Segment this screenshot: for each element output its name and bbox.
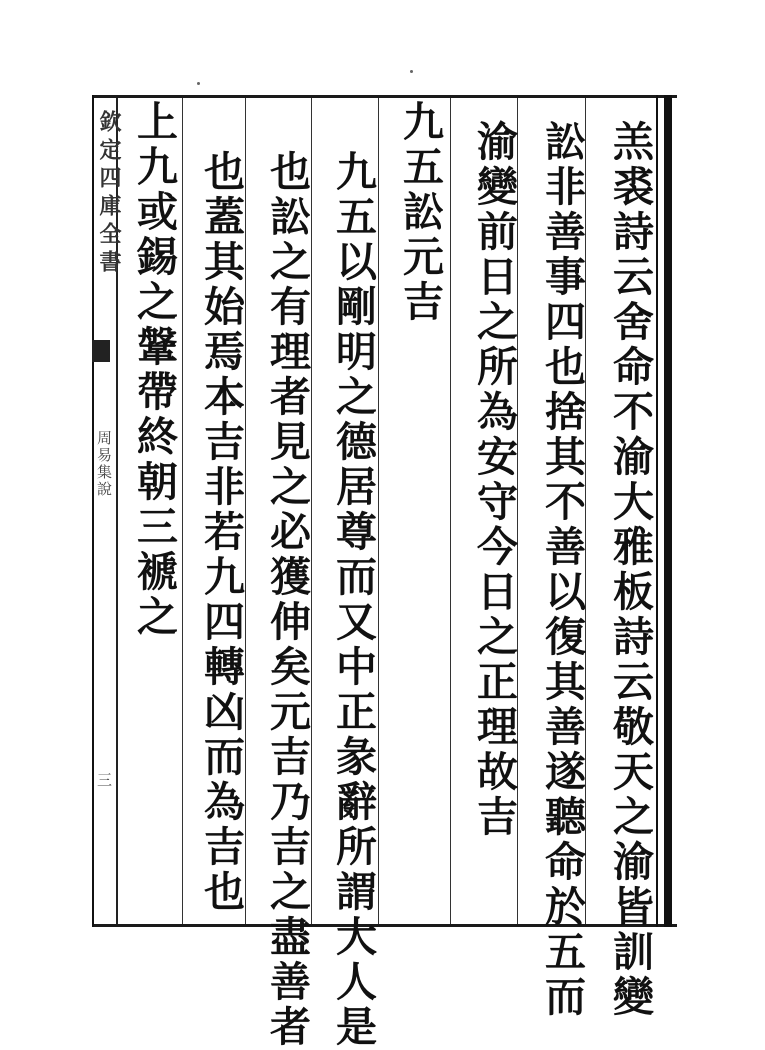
text-column: 也蓋其始焉本吉非若九四轉凶而為吉也 (197, 150, 245, 915)
paper-speck (197, 82, 200, 85)
text-column-heading: 九五訟元吉 (396, 100, 444, 325)
text-column: 九五以剛明之德居尊而又中正彖辭所謂大人是 (329, 150, 377, 1050)
text-column: 羔裘詩云舍命不渝大雅板詩云敬天之渝皆訓變 (606, 120, 654, 1020)
text-column-heading: 上九或錫之鞶帶終朝三褫之 (130, 100, 178, 640)
column-rule (450, 98, 451, 924)
text-column: 也訟之有理者見之必獲伸矣元吉乃吉之盡善者 (263, 150, 311, 1050)
margin-fishtail-mark (92, 340, 110, 362)
text-column: 訟非善事四也捨其不善以復其善遂聽命於五而 (538, 120, 586, 1020)
paper-speck (410, 70, 413, 73)
text-column: 渝變前日之所為安守今日之正理故吉 (470, 120, 518, 840)
frame-top-border (92, 95, 677, 98)
margin-title: 欽定四庫全書 (96, 110, 122, 278)
margin-page-number: 三 (95, 772, 113, 787)
margin-book-title: 周易集說 (95, 430, 113, 498)
frame-right-border (664, 95, 672, 927)
